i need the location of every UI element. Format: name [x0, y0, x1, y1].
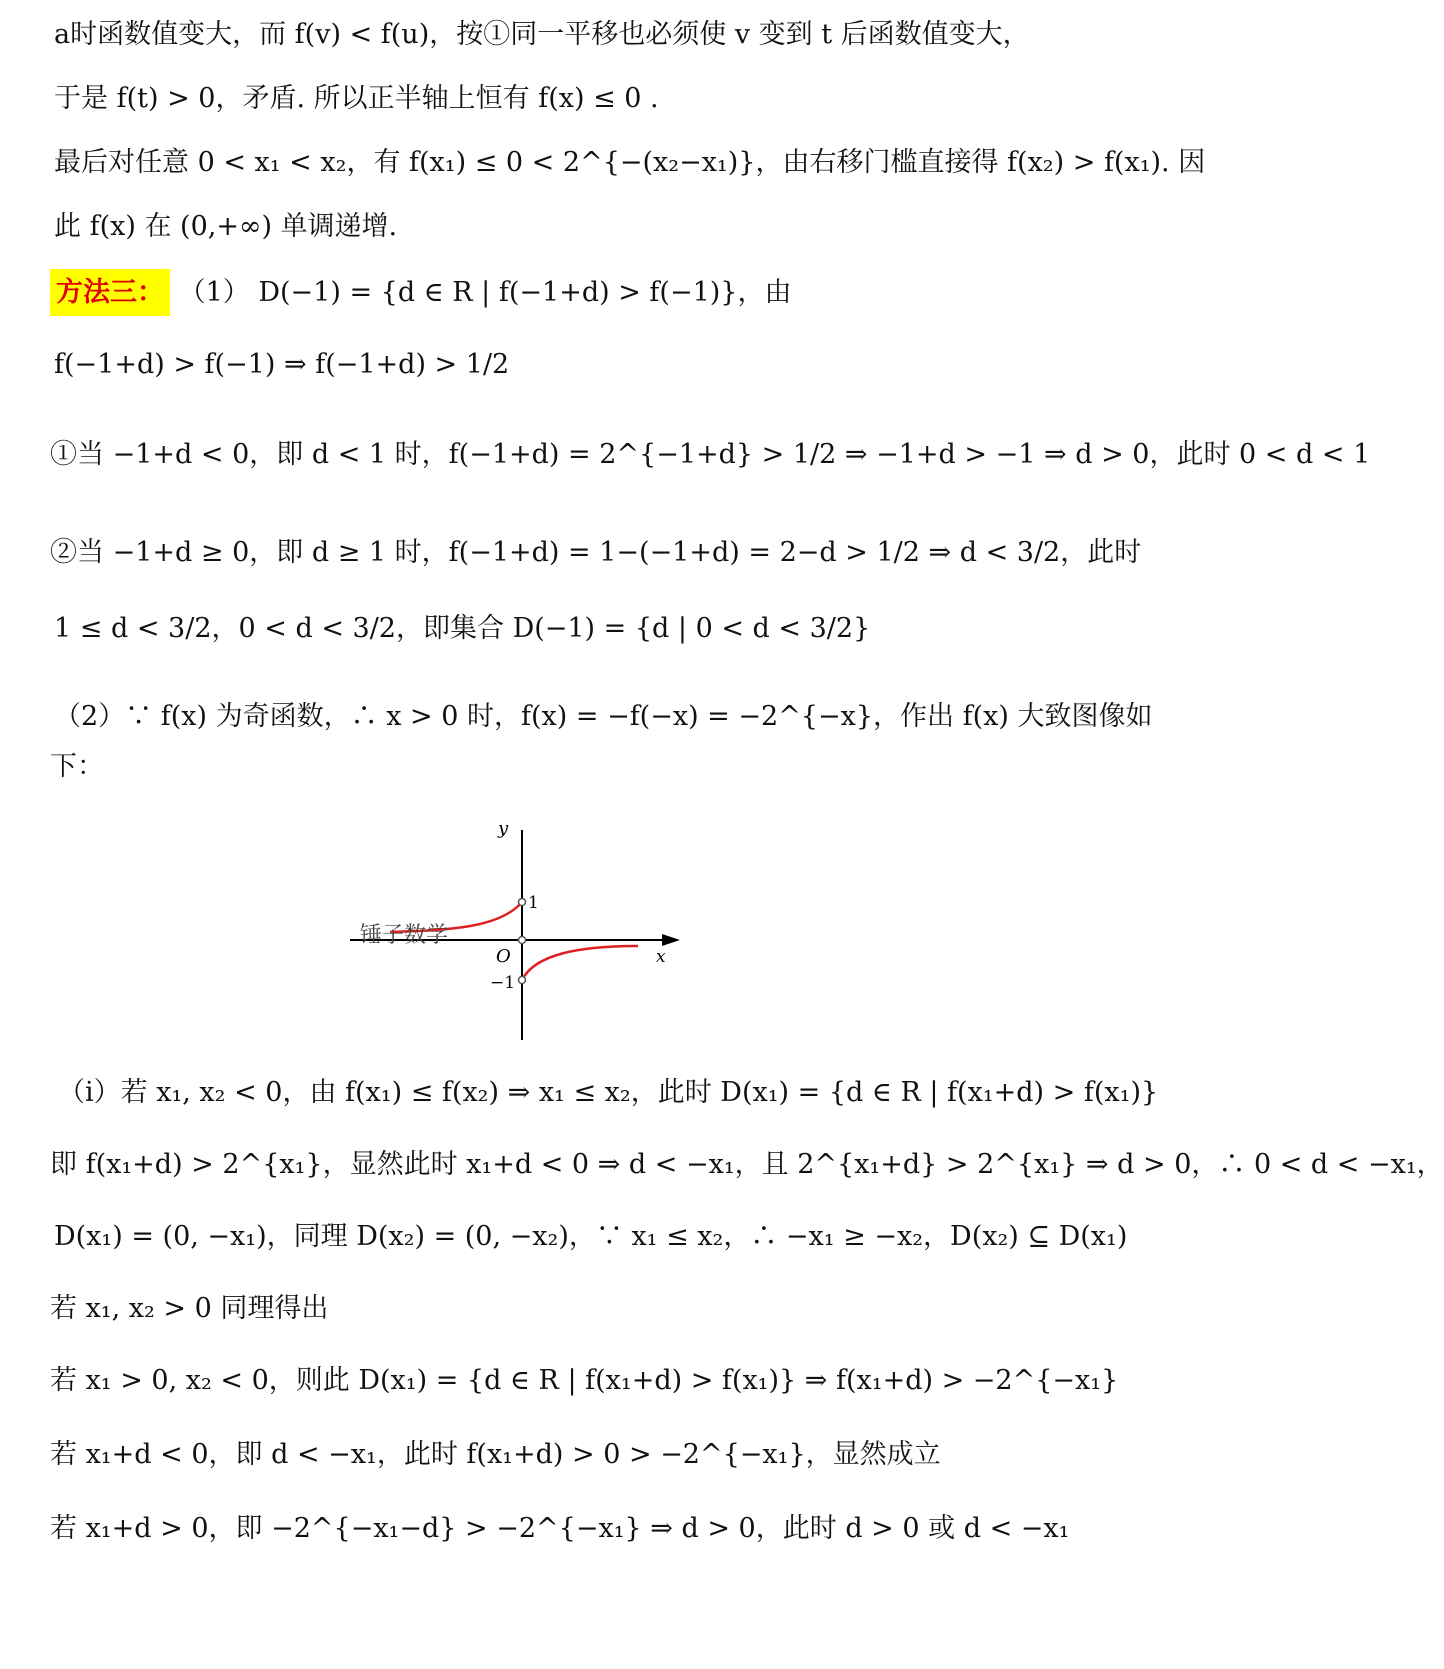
text-line-6: f(−1+d) > f(−1) ⇒ f(−1+d) > 1/2	[54, 349, 510, 380]
tick-label-neg1: −1	[490, 973, 516, 993]
y-axis-label: y	[498, 818, 509, 839]
open-point-bottom	[519, 977, 526, 984]
method-three-label: 方法三：	[50, 269, 170, 316]
function-graph	[360, 818, 690, 1050]
subcase-b-line: 若 x₁+d > 0，即 −2^{−x₁−d} > −2^{−x₁} ⇒ d > 0，此时 d > 0 或 d < −x₁	[50, 1513, 1070, 1544]
part-two-line-cont: 下：	[50, 751, 104, 782]
case-one-line: ①当 −1+d < 0，即 d < 1 时，f(−1+d) = 2^{−1+d} > 1/2 ⇒ −1+d > −1 ⇒ d > 0，此时 0 < d < 1	[50, 439, 1371, 470]
x-axis-arrow	[662, 934, 680, 946]
mixed-case-line: 若 x₁ > 0, x₂ < 0，则此 D(x₁) = {d ∈ R | f(x₁+d) > f(x₁)} ⇒ f(x₁+d) > −2^{−x₁}	[50, 1365, 1119, 1396]
text-line-5: （1） D(−1) = {d ∈ R | f(−1+d) > f(−1)}，由	[178, 277, 792, 308]
curve-right-branch	[522, 946, 638, 980]
case-i-line-2: 即 f(x₁+d) > 2^{x₁}，显然此时 x₁+d < 0 ⇒ d < −x₁，且 2^{x₁+d} > 2^{x₁} ⇒ d > 0，∴ 0 < d < −x₁，	[50, 1149, 1444, 1180]
case-two-line: ②当 −1+d ≥ 0，即 d ≥ 1 时，f(−1+d) = 1−(−1+d) = 2−d > 1/2 ⇒ d < 3/2，此时	[50, 537, 1142, 568]
subcase-a-line: 若 x₁+d < 0，即 d < −x₁，此时 f(x₁+d) > 0 > −2^{−x₁}，显然成立	[50, 1439, 941, 1470]
positive-case-line: 若 x₁, x₂ > 0 同理得出	[50, 1293, 329, 1324]
part-two-line: （2）∵ f(x) 为奇函数，∴ x > 0 时，f(x) = −f(−x) = −2^{−x}，作出 f(x) 大致图像如	[54, 701, 1153, 732]
text-line-3: 最后对任意 0 < x₁ < x₂，有 f(x₁) ≤ 0 < 2^{−(x₂−x₁)}，由右移门槛直接得 f(x₂) > f(x₁). 因	[54, 147, 1206, 178]
x-axis-label: x	[656, 947, 666, 967]
open-point-top	[519, 899, 526, 906]
origin-point	[519, 937, 526, 944]
origin-label: O	[496, 946, 511, 967]
text-line-1: a时函数值变大，而 f(v) < f(u)，按①同一平移也必须使 v 变到 t 后函数值变大，	[54, 19, 1030, 50]
text-line-4: 此 f(x) 在 (0,+∞) 单调递增.	[54, 211, 398, 242]
case-i-line-3: D(x₁) = (0, −x₁)，同理 D(x₂) = (0, −x₂)，∵ x₁ ≤ x₂，∴ −x₁ ≥ −x₂，D(x₂) ⊆ D(x₁)	[54, 1221, 1128, 1252]
method-three-row	[50, 278, 791, 308]
case-i-line: （i）若 x₁, x₂ < 0，由 f(x₁) ≤ f(x₂) ⇒ x₁ ≤ x₂，此时 D(x₁) = {d ∈ R | f(x₁+d) > f(x₁)}	[58, 1077, 1159, 1108]
set-result-line: 1 ≤ d < 3/2，0 < d < 3/2，即集合 D(−1) = {d | 0 < d < 3/2}	[54, 613, 871, 644]
tick-label-1: 1	[528, 893, 539, 913]
text-line-2: 于是 f(t) > 0，矛盾. 所以正半轴上恒有 f(x) ≤ 0 .	[54, 83, 659, 114]
watermark-text: 锤子数学	[360, 923, 449, 948]
